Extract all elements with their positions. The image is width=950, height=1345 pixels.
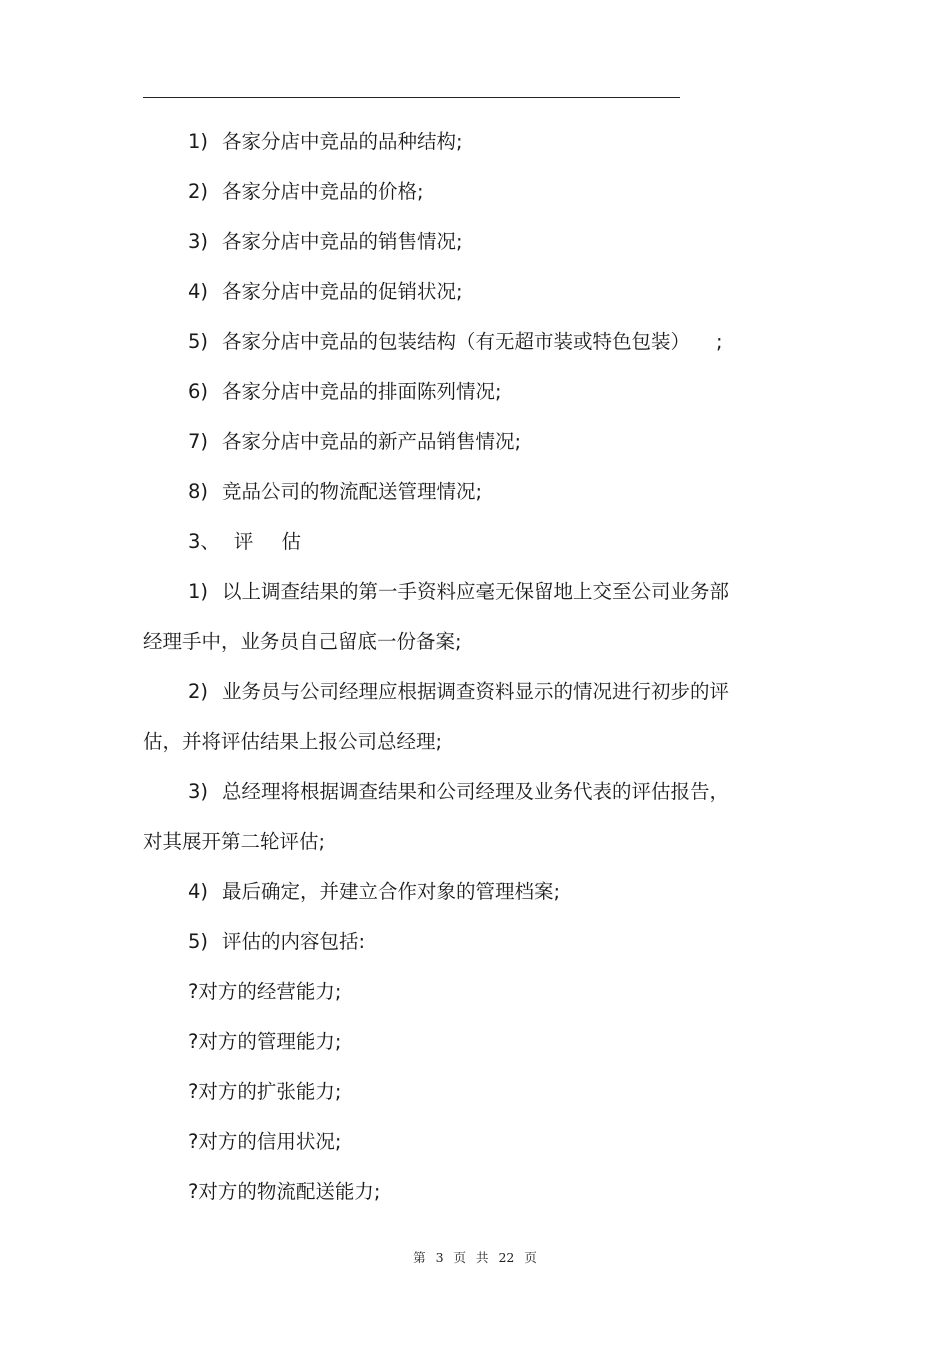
list-item [188,179,424,205]
item-number: 3) [188,780,209,803]
item-number: 5) [188,930,209,953]
list-item [188,879,560,905]
item-continuation: 对其展开第二轮评估; [143,830,326,853]
list-item [188,379,502,405]
bullet-item: ?对方的经营能力; [188,980,342,1003]
item-number: 1) [188,580,209,603]
item-text: 各家分店中竞品的排面陈列情况; [222,380,502,403]
item-number: 1) [188,130,209,153]
section-word: 估 [281,530,301,553]
item-text: 各家分店中竞品的价格; [222,180,424,203]
page-footer: 第 3 页 共 22 页 [413,1250,537,1265]
list-item [188,929,365,955]
bullet-item: ?对方的扩张能力; [188,1080,342,1103]
item-number: 3) [188,230,209,253]
list-item [188,229,463,255]
list-item [188,429,521,455]
list-item [188,329,723,355]
item-number: 8) [188,480,209,503]
list-item [188,679,729,705]
item-text: 以上调查结果的第一手资料应毫无保留地上交至公司业务部 [222,580,730,603]
item-text: 最后确定，并建立合作对象的管理档案; [222,880,561,903]
section-number: 3、 [188,530,220,553]
item-continuation: 估，并将评估结果上报公司总经理; [143,730,443,753]
item-text: 总经理将根据调查结果和公司经理及业务代表的评估报告， [222,780,730,803]
item-text: 各家分店中竞品的促销状况; [222,280,463,303]
bullet-item: ?对方的信用状况; [188,1130,342,1153]
section-heading [188,529,301,555]
item-text: 各家分店中竞品的包装结构（有无超市装或特色包装） [222,330,691,353]
item-number: 4) [188,280,209,303]
item-text: 各家分店中竞品的品种结构; [222,130,463,153]
item-text: 竞品公司的物流配送管理情况; [222,480,483,503]
bullet-item: ?对方的管理能力; [188,1030,342,1053]
item-continuation: 经理手中，业务员自己留底一份备案; [143,630,462,653]
list-item [188,129,463,155]
item-number: 4) [188,880,209,903]
item-tail: ; [716,330,723,353]
item-text: 各家分店中竞品的销售情况; [222,230,463,253]
item-text: 评估的内容包括: [222,930,366,953]
item-number: 7) [188,430,209,453]
section-word: 评 [233,530,254,553]
item-number: 2) [188,680,209,703]
item-number: 5) [188,330,209,353]
item-text: 各家分店中竞品的新产品销售情况; [222,430,522,453]
list-item [188,479,482,505]
list-item [188,579,729,605]
list-item [188,279,463,305]
header-rule [143,97,680,98]
item-number: 6) [188,380,209,403]
item-number: 2) [188,180,209,203]
list-item [188,779,729,805]
item-text: 业务员与公司经理应根据调查资料显示的情况进行初步的评 [222,680,730,703]
bullet-item: ?对方的物流配送能力; [188,1180,381,1203]
